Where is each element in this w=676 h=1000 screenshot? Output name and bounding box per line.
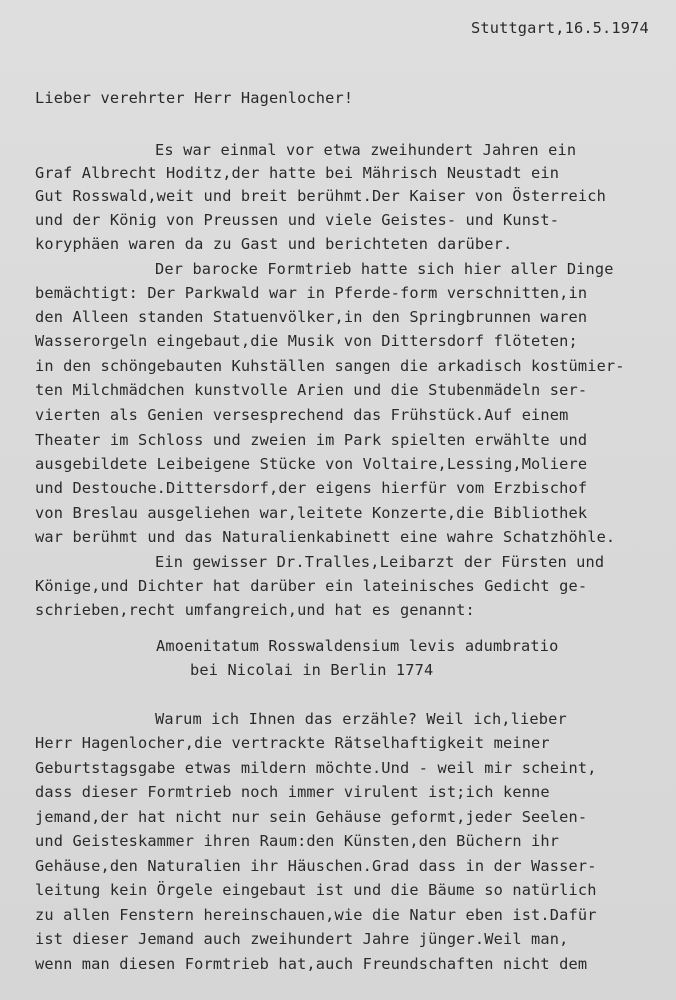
- text-line: schrieben,recht umfangreich,und hat es genannt:: [35, 601, 475, 619]
- text-line: von Breslau ausgeliehen war,leitete Konzerte,die Bibliothek: [35, 504, 588, 522]
- text-line: vierten als Genien versesprechend das Frühstück.Auf einem: [35, 406, 569, 424]
- text-line: Herr Hagenlocher,die vertrackte Rätselhaftigkeit meiner: [35, 734, 550, 752]
- letter-date: Stuttgart,16.5.1974: [471, 19, 649, 37]
- poem-title: Amoenitatum Rosswaldensium levis adumbratio: [156, 637, 559, 655]
- text-line: und Geisteskammer ihren Raum:den Künsten,den Büchern ihr: [35, 832, 560, 850]
- text-line: wenn man diesen Formtrieb hat,auch Freundschaften nicht dem: [35, 955, 588, 973]
- text-line: Geburtstagsgabe etwas mildern möchte.Und - weil mir scheint,: [35, 759, 597, 777]
- text-line: ten Milchmädchen kunstvolle Arien und die Stubenmädeln ser-: [35, 381, 588, 399]
- text-line: ist dieser Jemand auch zweihundert Jahre jünger.Weil man,: [35, 930, 569, 948]
- text-line: dass dieser Formtrieb noch immer virulent ist;ich kenne: [35, 783, 550, 801]
- text-line: und der König von Preussen und viele Geistes- und Kunst-: [35, 211, 560, 229]
- text-line: leitung kein Örgele eingebaut ist und die Bäume so natürlich: [35, 881, 597, 899]
- text-line: jemand,der hat nicht nur sein Gehäuse geformt,jeder Seelen-: [35, 808, 588, 826]
- text-line: in den schöngebauten Kuhställen sangen die arkadisch kostümier-: [35, 357, 625, 375]
- salutation: Lieber verehrter Herr Hagenlocher!: [35, 89, 354, 107]
- text-line: Gut Rosswald,weit und breit berühmt.Der Kaiser von Österreich: [35, 187, 606, 205]
- text-line: Der barocke Formtrieb hatte sich hier aller Dinge: [155, 260, 614, 278]
- text-line: Es war einmal vor etwa zweihundert Jahren ein: [155, 141, 577, 159]
- text-line: war berühmt und das Naturalienkabinett eine wahre Schatzhöhle.: [35, 528, 616, 546]
- text-line: den Alleen standen Statuenvölker,in den Springbrunnen waren: [35, 308, 588, 326]
- text-line: ausgebildete Leibeigene Stücke von Voltaire,Lessing,Moliere: [35, 455, 588, 473]
- text-line: Wasserorgeln eingebaut,die Musik von Dittersdorf flöteten;: [35, 332, 578, 350]
- text-line: Gehäuse,den Naturalien ihr Häuschen.Grad dass in der Wasser-: [35, 857, 597, 875]
- text-line: Warum ich Ihnen das erzähle? Weil ich,lieber: [155, 710, 567, 728]
- text-line: koryphäen waren da zu Gast und berichteten darüber.: [35, 235, 513, 253]
- text-line: Theater im Schloss und zweien im Park spielten erwählte und: [35, 431, 588, 449]
- text-line: bemächtigt: Der Parkwald war in Pferde-form verschnitten,in: [35, 284, 588, 302]
- poem-publication: bei Nicolai in Berlin 1774: [190, 661, 434, 679]
- text-line: Könige,und Dichter hat darüber ein lateinisches Gedicht ge-: [35, 577, 588, 595]
- text-line: Graf Albrecht Hoditz,der hatte bei Mährisch Neustadt ein: [35, 164, 560, 182]
- text-line: Ein gewisser Dr.Tralles,Leibarzt der Fürsten und: [155, 553, 605, 571]
- text-line: zu allen Fenstern hereinschauen,wie die Natur eben ist.Dafür: [35, 906, 597, 924]
- text-line: und Destouche.Dittersdorf,der eigens hierfür vom Erzbischof: [35, 479, 588, 497]
